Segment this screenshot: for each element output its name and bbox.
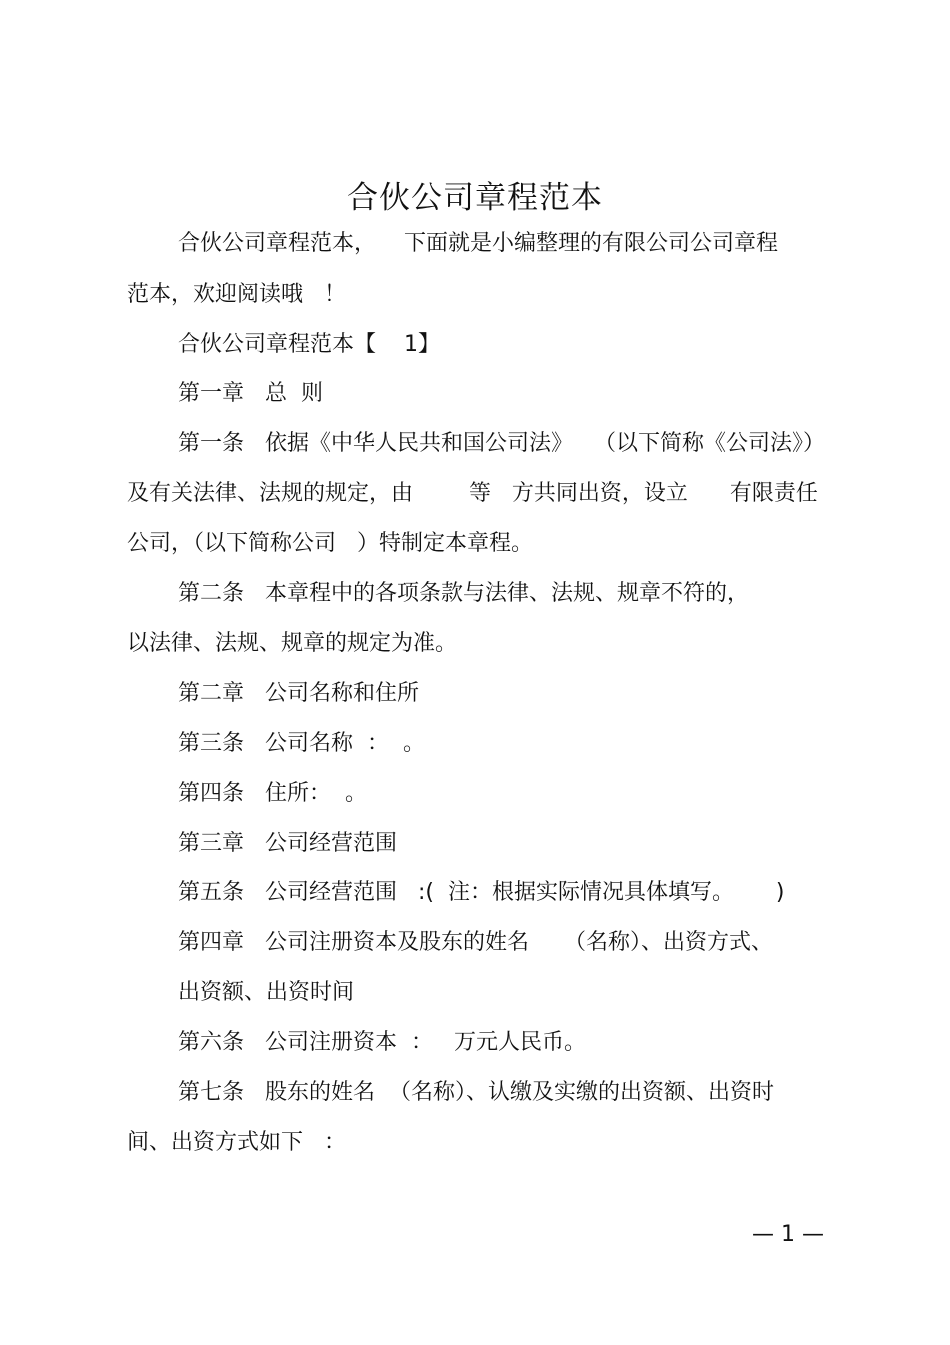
- article-line: 第二条 本章程中的各项条款与法律、法规、规章不符的，: [178, 581, 749, 606]
- chapter-heading-continued: 出资额、出资时间: [178, 980, 355, 1005]
- chapter-heading: 第三章 公司经营范围: [178, 831, 397, 856]
- paragraph-line: 间、出资方式如下 ：: [127, 1130, 346, 1155]
- paragraph-line: 以法律、法规、规章的规定为准。: [127, 631, 458, 656]
- chapter-heading: 第二章 公司名称和住所: [178, 681, 419, 706]
- section-heading: 合伙公司章程范本【 1】: [178, 332, 440, 357]
- paragraph-line: 合伙公司章程范本， 下面就是小编整理的有限公司公司章程: [178, 231, 778, 256]
- paragraph-line: 公司，（以下简称公司 ）特制定本章程。: [127, 531, 533, 556]
- document-title: 合伙公司章程范本: [347, 180, 603, 216]
- chapter-heading: 第一章 总 则: [178, 381, 323, 406]
- article-line: 第四条 住所： 。: [178, 781, 367, 806]
- chapter-heading: 第四章 公司注册资本及股东的姓名 （名称）、出资方式、: [178, 930, 773, 955]
- article-line: 第五条 公司经营范围 :( 注：根据实际情况具体填写。 ): [178, 880, 785, 905]
- paragraph-line: 及有关法律、法规的规定，由 等 方共同出资，设立 有限责任: [127, 481, 818, 506]
- article-line: 第七条 股东的姓名 （名称）、认缴及实缴的出资额、出资时: [178, 1080, 774, 1105]
- article-line: 第三条 公司名称 ： 。: [178, 731, 425, 756]
- page-number: — 1 —: [752, 1222, 824, 1247]
- paragraph-line: 范本，欢迎阅读哦 ！: [127, 282, 346, 307]
- article-line: 第一条 依据《中华人民共和国公司法》 （以下简称《公司法》）: [178, 431, 825, 456]
- article-line: 第六条 公司注册资本 ： 万元人民币。: [178, 1030, 586, 1055]
